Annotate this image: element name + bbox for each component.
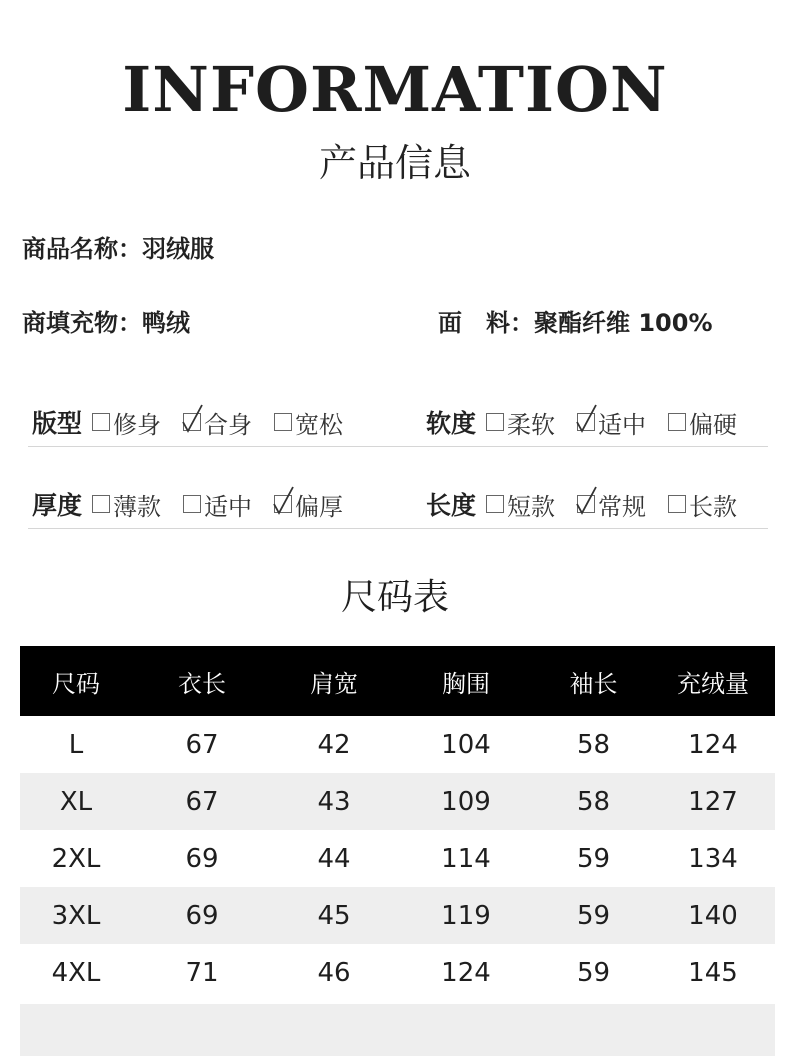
size-table — [20, 646, 775, 1056]
table-cell: 42 — [317, 729, 351, 760]
header-cell: 袖长 — [569, 669, 618, 698]
attribute-option — [274, 405, 343, 440]
checkbox-icon — [668, 413, 686, 431]
checkbox-icon — [486, 495, 504, 513]
attribute-option — [92, 487, 161, 522]
attribute-option-label: 适中 — [598, 410, 647, 439]
filling-label: 商填充物： — [22, 309, 142, 337]
table-cell: 46 — [317, 957, 351, 988]
product-name-line — [22, 233, 214, 265]
filling-line — [22, 307, 190, 339]
attribute-option-label: 合身 — [204, 410, 253, 439]
attribute-option-label: 薄款 — [113, 492, 162, 521]
checkbox-icon — [92, 413, 110, 431]
checked-box-icon — [577, 495, 595, 513]
size-chart-title: 尺码表 — [340, 577, 449, 618]
fabric-value: 聚酯纤维 100% — [534, 309, 713, 337]
table-cell: 134 — [688, 843, 738, 874]
attribute-option — [668, 405, 737, 440]
page-title-cn: 产品信息 — [318, 141, 471, 185]
table-cell: 44 — [317, 843, 351, 874]
table-cell: 59 — [576, 900, 611, 931]
table-cell: 67 — [185, 729, 219, 760]
table-cell: 119 — [441, 900, 491, 931]
product-name-value: 羽绒服 — [142, 235, 214, 263]
attribute-option-label: 宽松 — [295, 410, 344, 439]
table-cell: 145 — [688, 957, 738, 988]
fabric-line — [438, 307, 713, 339]
table-cell: 4XL — [51, 957, 101, 988]
table-row — [20, 944, 775, 1001]
attribute-option-label: 偏厚 — [295, 492, 344, 521]
attribute-option — [577, 405, 646, 440]
checkbox-icon — [668, 495, 686, 513]
header-cell: 胸围 — [442, 669, 490, 698]
checkbox-icon — [274, 413, 292, 431]
attribute-group — [32, 482, 343, 526]
table-row — [20, 830, 775, 887]
attribute-option-label: 常规 — [598, 492, 647, 521]
attribute-option — [92, 405, 161, 440]
table-cell: 59 — [576, 843, 611, 874]
attribute-option — [183, 405, 252, 440]
attribute-row-1 — [28, 400, 768, 447]
table-cell: 109 — [441, 786, 491, 817]
checked-box-icon — [183, 413, 201, 431]
checked-box-icon — [577, 413, 595, 431]
table-cell: L — [68, 729, 84, 760]
product-name-label: 商品名称： — [22, 235, 142, 263]
fabric-label: 面 料： — [438, 309, 534, 337]
table-cell: 58 — [576, 729, 611, 760]
table-cell: 127 — [688, 786, 738, 817]
table-cell: 3XL — [51, 900, 101, 931]
table-cell: 140 — [688, 900, 738, 931]
header-cell: 衣长 — [178, 669, 226, 698]
table-cell: 124 — [441, 957, 491, 988]
table-cell: 67 — [185, 786, 219, 817]
header-cell: 尺码 — [52, 669, 100, 698]
attribute-option-label: 短款 — [507, 492, 556, 521]
size-table-header — [20, 646, 775, 716]
checked-box-icon — [274, 495, 292, 513]
attribute-option-label: 修身 — [113, 410, 162, 439]
table-cell: 43 — [317, 786, 351, 817]
table-cell: 69 — [185, 900, 219, 931]
attribute-group — [426, 482, 737, 526]
attribute-label: 厚度 — [32, 491, 83, 520]
attribute-row-2 — [28, 482, 768, 529]
table-cell: 2XL — [51, 843, 101, 874]
attribute-group — [32, 400, 343, 444]
attribute-option-label: 长款 — [689, 492, 738, 521]
attribute-option — [274, 487, 343, 522]
attribute-option — [486, 405, 555, 440]
attribute-label: 软度 — [426, 409, 477, 438]
header-cell: 肩宽 — [310, 669, 358, 698]
table-row — [20, 887, 775, 944]
checkbox-icon — [92, 495, 110, 513]
table-cell: XL — [59, 786, 93, 817]
table-row — [20, 716, 775, 773]
page-title-en: INFORMATION — [122, 53, 668, 126]
table-cell: 114 — [441, 843, 491, 874]
table-cell: 58 — [576, 786, 611, 817]
size-table-body — [20, 716, 775, 1001]
attribute-option-label: 柔软 — [507, 410, 556, 439]
attribute-option-label: 适中 — [204, 492, 253, 521]
attribute-option — [577, 487, 646, 522]
attribute-label: 长度 — [426, 491, 477, 520]
table-cell: 59 — [576, 957, 611, 988]
attribute-label: 版型 — [32, 409, 83, 438]
attribute-option — [668, 487, 737, 522]
checkbox-icon — [486, 413, 504, 431]
table-footer-bar — [20, 1004, 775, 1056]
table-cell: 45 — [317, 900, 351, 931]
attribute-option — [183, 487, 252, 522]
table-cell: 104 — [441, 729, 491, 760]
table-cell: 124 — [688, 729, 738, 760]
table-row — [20, 773, 775, 830]
table-cell: 71 — [185, 957, 219, 988]
checkbox-icon — [183, 495, 201, 513]
attribute-option — [486, 487, 555, 522]
filling-value: 鸭绒 — [142, 309, 190, 337]
attribute-group — [426, 400, 737, 444]
table-cell: 69 — [185, 843, 219, 874]
header-cell: 充绒量 — [677, 669, 749, 698]
attribute-option-label: 偏硬 — [689, 410, 738, 439]
